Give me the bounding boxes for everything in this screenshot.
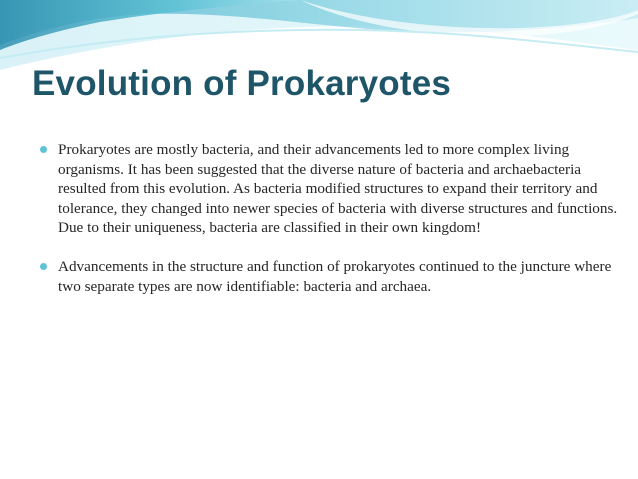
bullet-text: Prokaryotes are mostly bacteria, and their advancements led to more complex living organisms. It has been suggested that the diverse nature of bacteria and archaebacteria resulted from this evolution. As bacteria modified structures to expand their territory and tolerance, they changed into newer species of bacteria with diverse structures and functions. Due to their uniqueness, bacteria are classified in their own kingdom! [58, 141, 618, 237]
bullet-list [40, 140, 620, 315]
bullet-item [40, 140, 620, 238]
bullet-item [40, 257, 620, 296]
bullet-text: Advancements in the structure and function of prokaryotes continued to the juncture where two separate types are now identifiable: bacteria and archaea. [58, 257, 612, 295]
bullet-dot-icon [40, 146, 47, 153]
slide-title: Evolution of Prokaryotes [32, 64, 452, 103]
bullet-dot-icon [40, 263, 47, 270]
